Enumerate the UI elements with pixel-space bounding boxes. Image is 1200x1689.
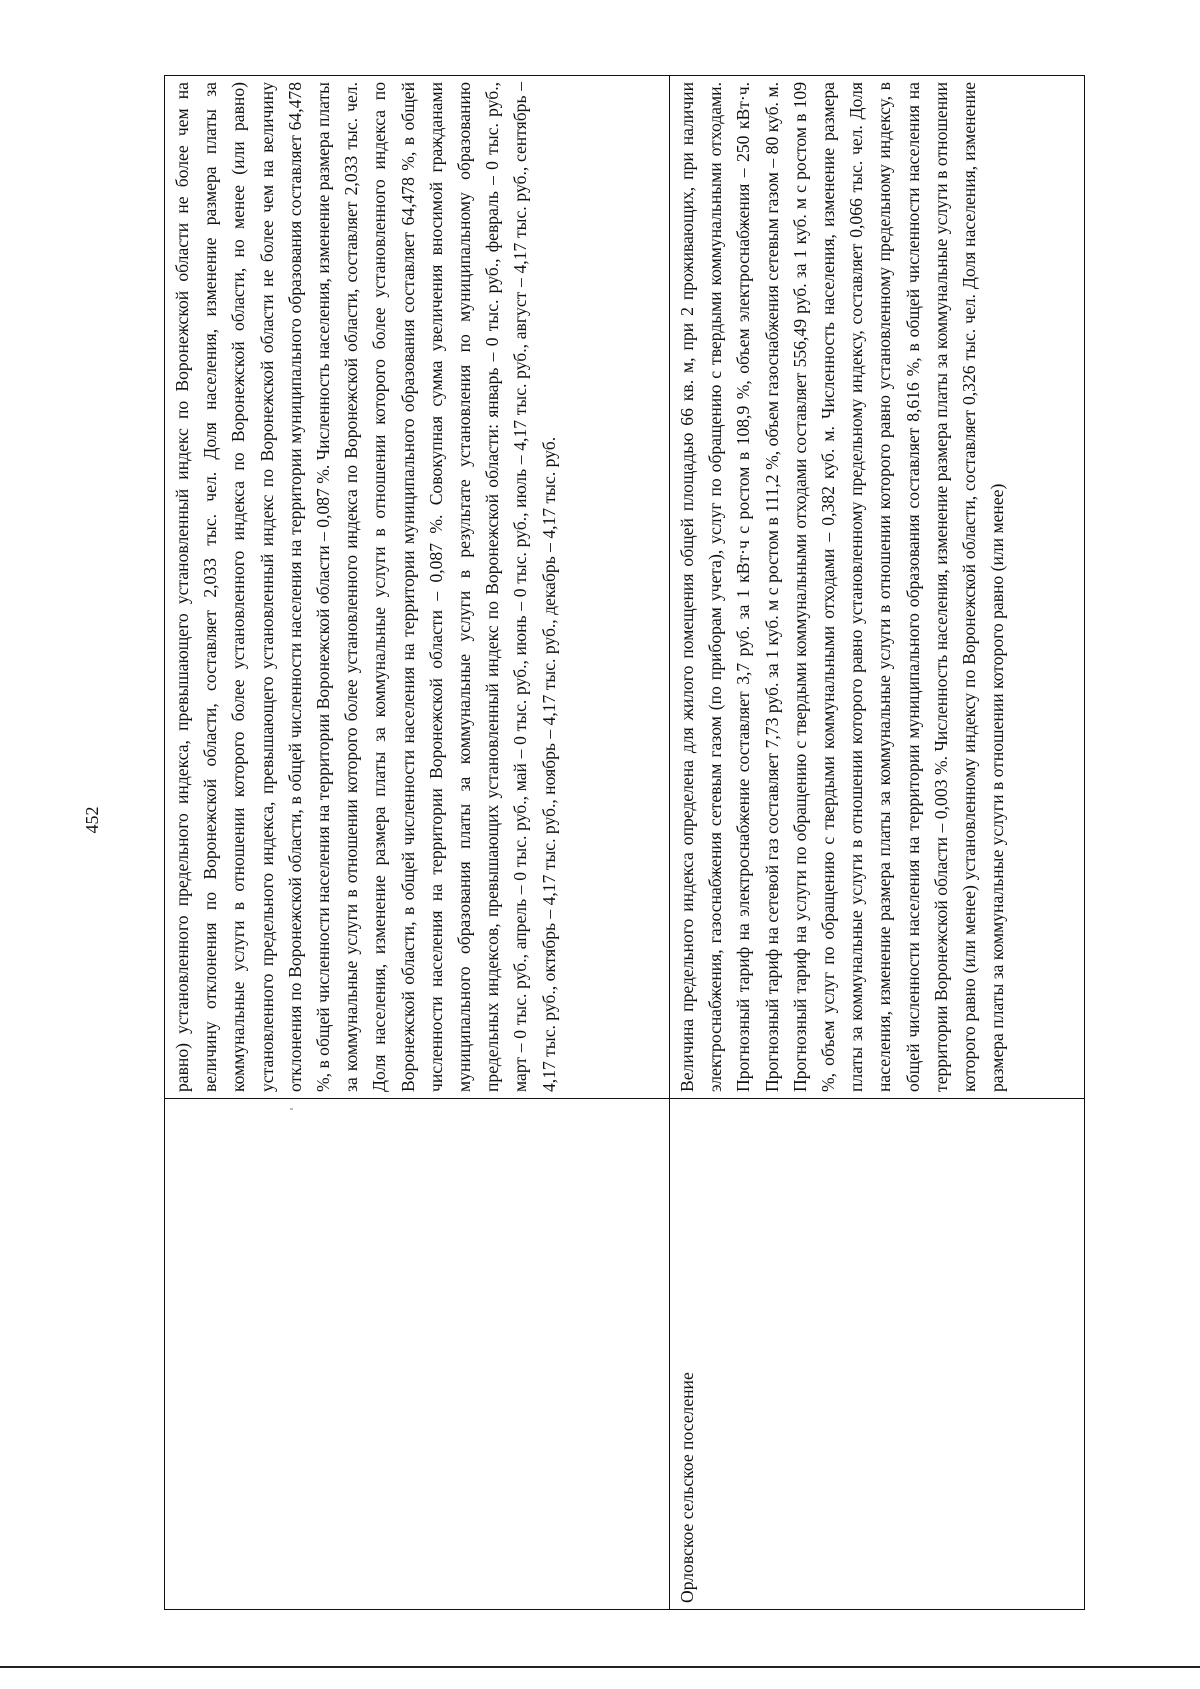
page-number: 452 <box>82 806 102 834</box>
description-cell: Величина предельного индекса определена для жилого помещения общей площадью 66 кв. м, при 2 проживающих, при наличии электроснабжения, газоснабжения сетевым газом (по приборам учета), услуг по обращению с твердыми коммунальными отходами. Прогнозный тариф на электроснабжение составляет 3,7 руб. за 1 кВт·ч с ростом в 108,9 %, объем электроснабжения – 250 кВт·ч. Прогнозный тариф на сетевой газ составляет 7,73 руб. за 1 куб. м с ростом в 111,2 %, объем газоснабжения сетевым газом – 80 куб. м. Прогнозный тариф на услуги по обращению с твердыми коммунальными отходами составляет 556,49 руб. за 1 куб. м с ростом в 109 %, объем услуг по обращению с твердыми коммунальными отходами – 0,382 куб. м. Численность населения, изменение размера платы за коммунальные услуги в отношении которого равно установленному предельному индексу, составляет 0,066 тыс. чел. Доля населения, изменение размера платы за коммунальные услуги в отношении которого равно установленному предельному индексу, в общей численности населения на территории муниципального образования составляет 8,616 %, в общей численности населения на территории Воронежской области – 0,003 %. Численность населения, изменение размера платы за коммунальные услуги в отношении которого равно (или менее) установленному индексу по Воронежской области, составляет 0,326 тыс. чел. Доля населения, изменение размера платы за коммунальные услуги в отношении которого равно (или менее) <box>670 76 1085 1099</box>
municipality-name-cell <box>165 1099 670 1610</box>
table-row <box>670 76 1085 1610</box>
table-row <box>165 76 670 1610</box>
scan-artifact <box>290 1108 293 1110</box>
scan-edge-line <box>0 1666 1200 1668</box>
rotated-table-wrapper <box>164 82 1084 1610</box>
description-cell: равно) установленного предельного индекса, превышающего установленный индекс по Воронежской области не более чем на величину отклонения по Воронежской области, составляет 2,033 тыс. чел. Доля населения, изменение размера платы за коммунальные услуги в отношении которого более установленного индекса по Воронежской области, но менее (или равно) установленного предельного индекса, превышающего установленный индекс по Воронежской области не более чем на величину отклонения по Воронежской области, в общей численности населения на территории муниципального образования составляет 64,478 %, в общей численности населения на территории Воронежской области – 0,087 %. Численность населения, изменение размера платы за коммунальные услуги в отношении которого более установленного индекса по Воронежской области, составляет 2,033 тыс. чел. Доля населения, изменение размера платы за коммунальные услуги в отношении которого более установленного индекса по Воронежской области, в общей численности населения на территории муниципального образования составляет 64,478 %, в общей численности населения на территории Воронежской области – 0,087 %. Совокупная сумма увеличения вносимой гражданами муниципального образования платы за коммунальные услуги в результате установления по муниципальному образованию предельных индексов, превышающих установленный индекс по Воронежской области: январь – 0 тыс. руб., февраль – 0 тыс. руб., март – 0 тыс. руб., апрель – 0 тыс. руб., май – 0 тыс. руб., июнь – 0 тыс. руб., июль – 4,17 тыс. руб., август – 4,17 тыс. руб., сентябрь – 4,17 тыс. руб., октябрь – 4,17 тыс. руб., ноябрь – 4,17 тыс. руб., декабрь – 4,17 тыс. руб. <box>165 76 670 1099</box>
municipality-name-cell: Орловское сельское поселение <box>670 1099 1085 1610</box>
indices-table <box>164 75 1085 1610</box>
